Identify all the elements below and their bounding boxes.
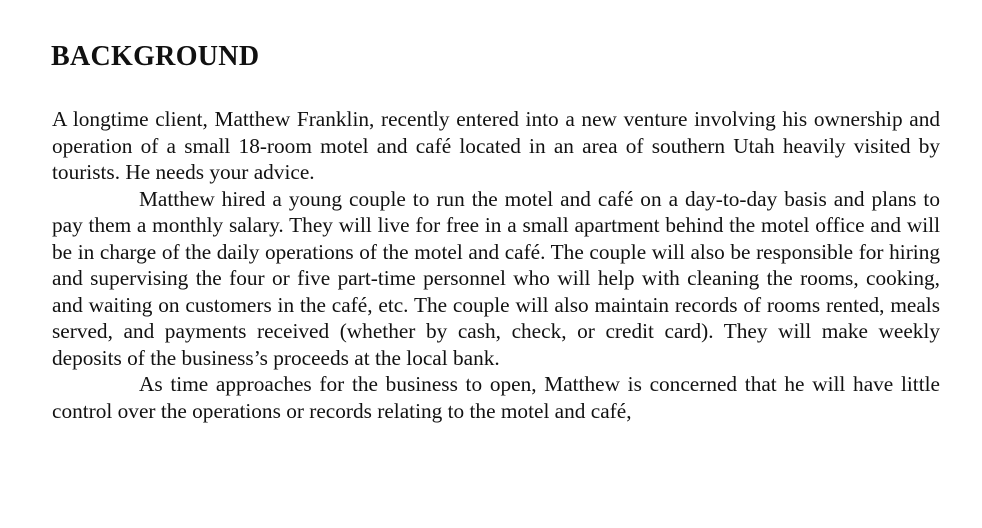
paragraph-couple-duties: Matthew hired a young couple to run the motel and café on a day-to-day basis and plans to pay them a monthly salary. They will live for free in a small apartment behind the motel office and will be in charge of the daily operations of the motel and café. The couple will also be responsible for hiring and supervising the four or five part-time personnel who will help with cleaning the rooms, cooking, and waiting on customers in the café, etc. The couple will also maintain records of rooms rented, meals served, and payments received (whether by cash, check, or credit card). They will make weekly deposits of the business’s proceeds at the local bank. (52, 186, 940, 370)
body-text (52, 106, 940, 424)
paragraph-intro: A longtime client, Matthew Franklin, recently entered into a new venture involving his ownership and operation of a small 18-room motel and café located in an area of southern Utah heavily visited by tourists. He needs your advice. (52, 107, 940, 184)
paragraph-concern: As time approaches for the business to open, Matthew is concerned that he will have little control over the operations or records relating to the motel and café, (52, 372, 940, 423)
section-heading: BACKGROUND (51, 41, 260, 72)
